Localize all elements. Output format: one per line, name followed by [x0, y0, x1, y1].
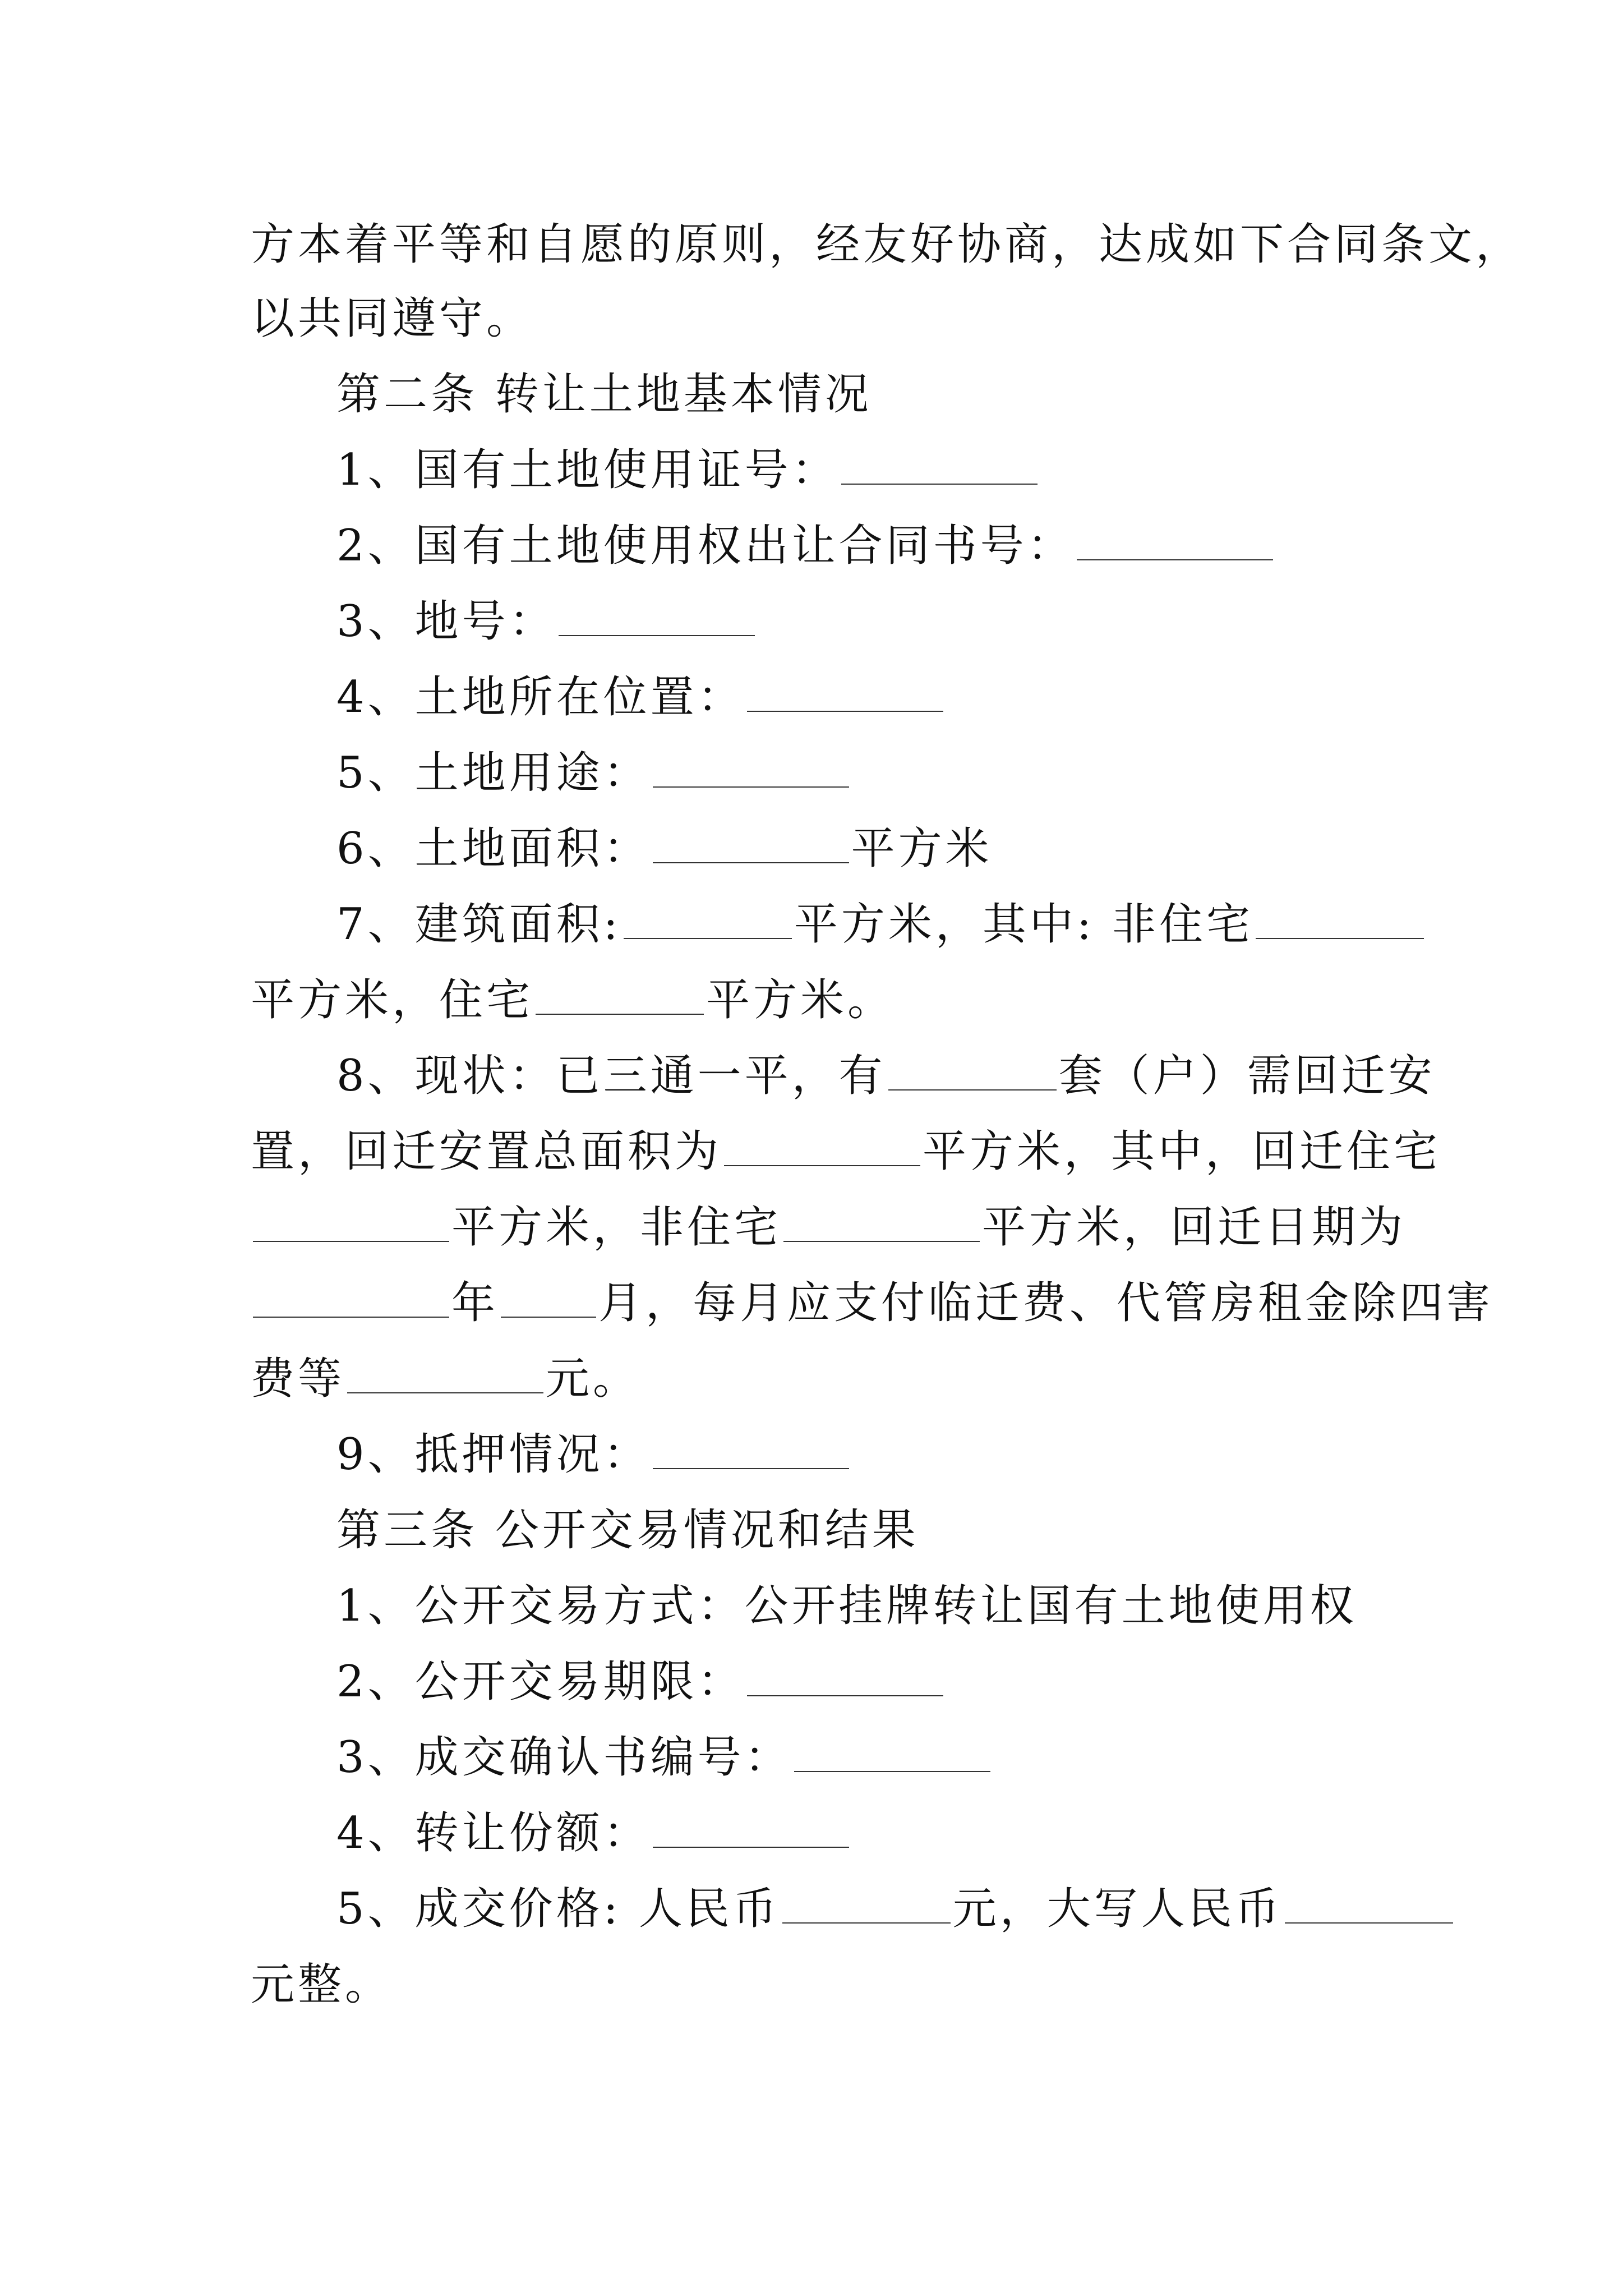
blank-field	[782, 1883, 951, 1924]
list-item: 2、国有土地使用权出让合同书号：	[336, 520, 1469, 572]
blank-field	[794, 1732, 990, 1772]
list-item: 4、土地所在位置：	[336, 671, 1469, 723]
paragraph-line: 年 月，每月应支付临迁费、代管房租金除四害	[251, 1277, 1384, 1329]
blank-field	[536, 974, 704, 1015]
paragraph-line: 方本着平等和自愿的原则，经友好协商，达成如下合同条文，	[251, 219, 1523, 270]
blank-field	[653, 823, 849, 863]
list-item: 2、公开交易期限：	[336, 1656, 1469, 1708]
paragraph-line: 平方米，非住宅 平方米，回迁日期为	[251, 1202, 1384, 1253]
blank-field	[653, 747, 849, 788]
list-item: 9、抵押情况：	[336, 1429, 1469, 1480]
blank-field	[888, 1050, 1057, 1091]
section-heading: 第二条 转让土地基本情况	[336, 369, 872, 420]
paragraph-line: 以共同遵守。	[251, 293, 534, 344]
blank-field	[1256, 899, 1424, 939]
blank-field	[253, 1277, 449, 1318]
list-item: 1、国有土地使用证号：	[336, 444, 1469, 496]
list-item: 5、成交价格: 人民币 元，大写人民币	[336, 1883, 1469, 1935]
blank-field	[1077, 520, 1273, 560]
paragraph-line: 平方米，住宅 平方米。	[251, 975, 895, 1025]
list-item: 8、现状：已三通一平，有 套（户）需回迁安	[336, 1051, 1436, 1101]
list-item: 6、土地面积： 平方米	[336, 823, 993, 874]
blank-field	[253, 1202, 449, 1242]
blank-field	[747, 1656, 943, 1696]
blank-field	[747, 671, 943, 712]
list-item: 4、转让份额：	[336, 1807, 1469, 1859]
list-item: 1、公开交易方式：公开挂牌转让国有土地使用权	[336, 1581, 1357, 1631]
blank-field	[783, 1202, 980, 1242]
paragraph-line: 元整。	[251, 1959, 393, 2010]
blank-field	[559, 596, 755, 636]
blank-field	[1285, 1883, 1453, 1924]
blank-field	[653, 1807, 849, 1848]
list-item: 3、地号：	[336, 596, 1469, 647]
list-item: 3、成交确认书编号：	[336, 1732, 1469, 1783]
blank-field	[624, 899, 792, 939]
paragraph-line: 费等 元。	[251, 1354, 640, 1404]
blank-field	[501, 1277, 596, 1318]
blank-field	[347, 1353, 543, 1393]
paragraph-line: 置，回迁安置总面积为 平方米，其中，回迁住宅	[251, 1126, 1441, 1177]
blank-field	[653, 1429, 849, 1469]
section-heading: 第三条 公开交易情况和结果	[336, 1505, 919, 1556]
blank-field	[724, 1126, 920, 1166]
list-item: 5、土地用途：	[336, 747, 1469, 799]
list-item: 7、建筑面积: 平方米，其中: 非住宅	[336, 899, 1469, 950]
blank-field	[841, 444, 1038, 485]
